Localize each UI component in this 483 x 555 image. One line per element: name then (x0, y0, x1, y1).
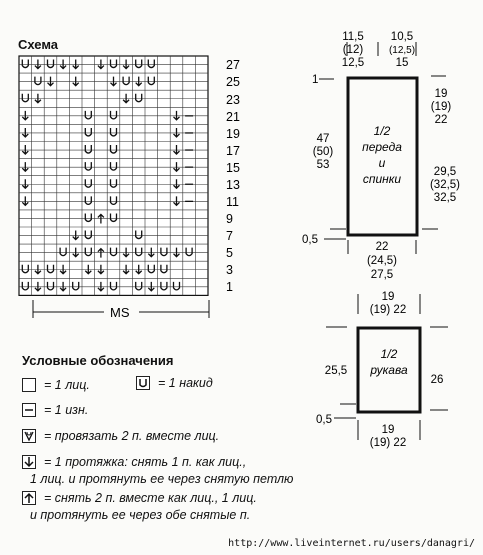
row-labels (226, 58, 240, 294)
sleeve-schematic (290, 288, 483, 458)
row-label: 3 (226, 263, 233, 277)
row-label: 19 (226, 127, 240, 141)
row-label: 7 (226, 229, 233, 243)
row-label: 13 (226, 178, 240, 192)
sleeve-right-height: 26 (430, 374, 444, 386)
sleeve-top-width: (19) 22 (369, 304, 407, 316)
body-top-left-width: 11,5 (342, 31, 364, 43)
body-top-right-width: 10,5 (390, 31, 414, 43)
body-top-left-width: (12) (342, 44, 364, 56)
sleeve-left-height: 25,5 (324, 365, 348, 377)
body-top-right-width: (12,5) (388, 45, 416, 56)
row-label: 9 (226, 212, 233, 226)
body-left-height: (50) (312, 146, 334, 158)
body-top-marker: 1 (312, 74, 319, 86)
row-label: 21 (226, 110, 240, 124)
legend-s2kp: = снять 2 п. вместе как лиц., 1 лиц. и протянуть ее через обе снятые п. (22, 491, 342, 525)
legend-knit: = 1 лиц. (22, 378, 242, 394)
body-left-height: 53 (316, 159, 330, 171)
body-right-height: 29,5 (433, 166, 457, 178)
skp-arrow-down-icon (22, 455, 36, 469)
body-bottom-width: (24,5) (366, 255, 398, 267)
row-label: 17 (226, 144, 240, 158)
row-label: 11 (226, 195, 239, 209)
legend-title: Условные обозначения (22, 353, 174, 368)
row-label: 23 (226, 93, 240, 107)
sleeve-bottom-width: (19) 22 (369, 437, 407, 449)
knit-icon (22, 378, 36, 392)
legend-purl: = 1 изн. (22, 403, 222, 419)
legend-k2tog: = провязать 2 п. вместе лиц. (22, 429, 322, 445)
body-top-right-width: 15 (395, 57, 409, 69)
body-right-height: (32,5) (429, 179, 461, 191)
k2tog-icon (22, 429, 36, 443)
body-right-top-height: 22 (434, 114, 448, 126)
row-label: 5 (226, 246, 233, 260)
chart-grid (19, 56, 208, 295)
body-label: 1/2 переда и спинки (362, 124, 402, 186)
body-bottom-marker: 0,5 (302, 234, 318, 246)
body-schematic (290, 28, 483, 288)
sleeve-bottom-marker: 0,5 (316, 414, 332, 426)
sleeve-top-width: 19 (381, 291, 395, 303)
sleeve-label: 1/2 рукава (370, 347, 408, 377)
body-bottom-width: 27,5 (370, 269, 394, 281)
footer-url: http://www.liveinternet.ru/users/danagri/ (228, 538, 475, 549)
sleeve-bottom-width: 19 (381, 424, 395, 436)
body-right-top-height: (19) (430, 101, 452, 113)
row-label: 15 (226, 161, 240, 175)
purl-icon (22, 403, 36, 417)
yarn-over-icon (136, 376, 150, 390)
body-bottom-width: 22 (375, 241, 389, 253)
chart-title: Схема (18, 37, 59, 52)
legend-skp: = 1 протяжка: снять 1 п. как лиц., 1 лиц. и протянуть ее через снятую петлю (22, 455, 362, 489)
body-left-height: 47 (316, 133, 330, 145)
s2kp-arrow-up-icon (22, 491, 36, 505)
row-label: 1 (226, 280, 233, 294)
repeat-label: MS (110, 305, 130, 320)
legend-yarn-over: = 1 накид (136, 376, 276, 392)
body-right-height: 32,5 (433, 192, 457, 204)
body-top-left-width: 12,5 (341, 57, 365, 69)
row-label: 27 (226, 58, 240, 72)
body-right-top-height: 19 (434, 88, 448, 100)
row-label: 25 (226, 75, 240, 89)
